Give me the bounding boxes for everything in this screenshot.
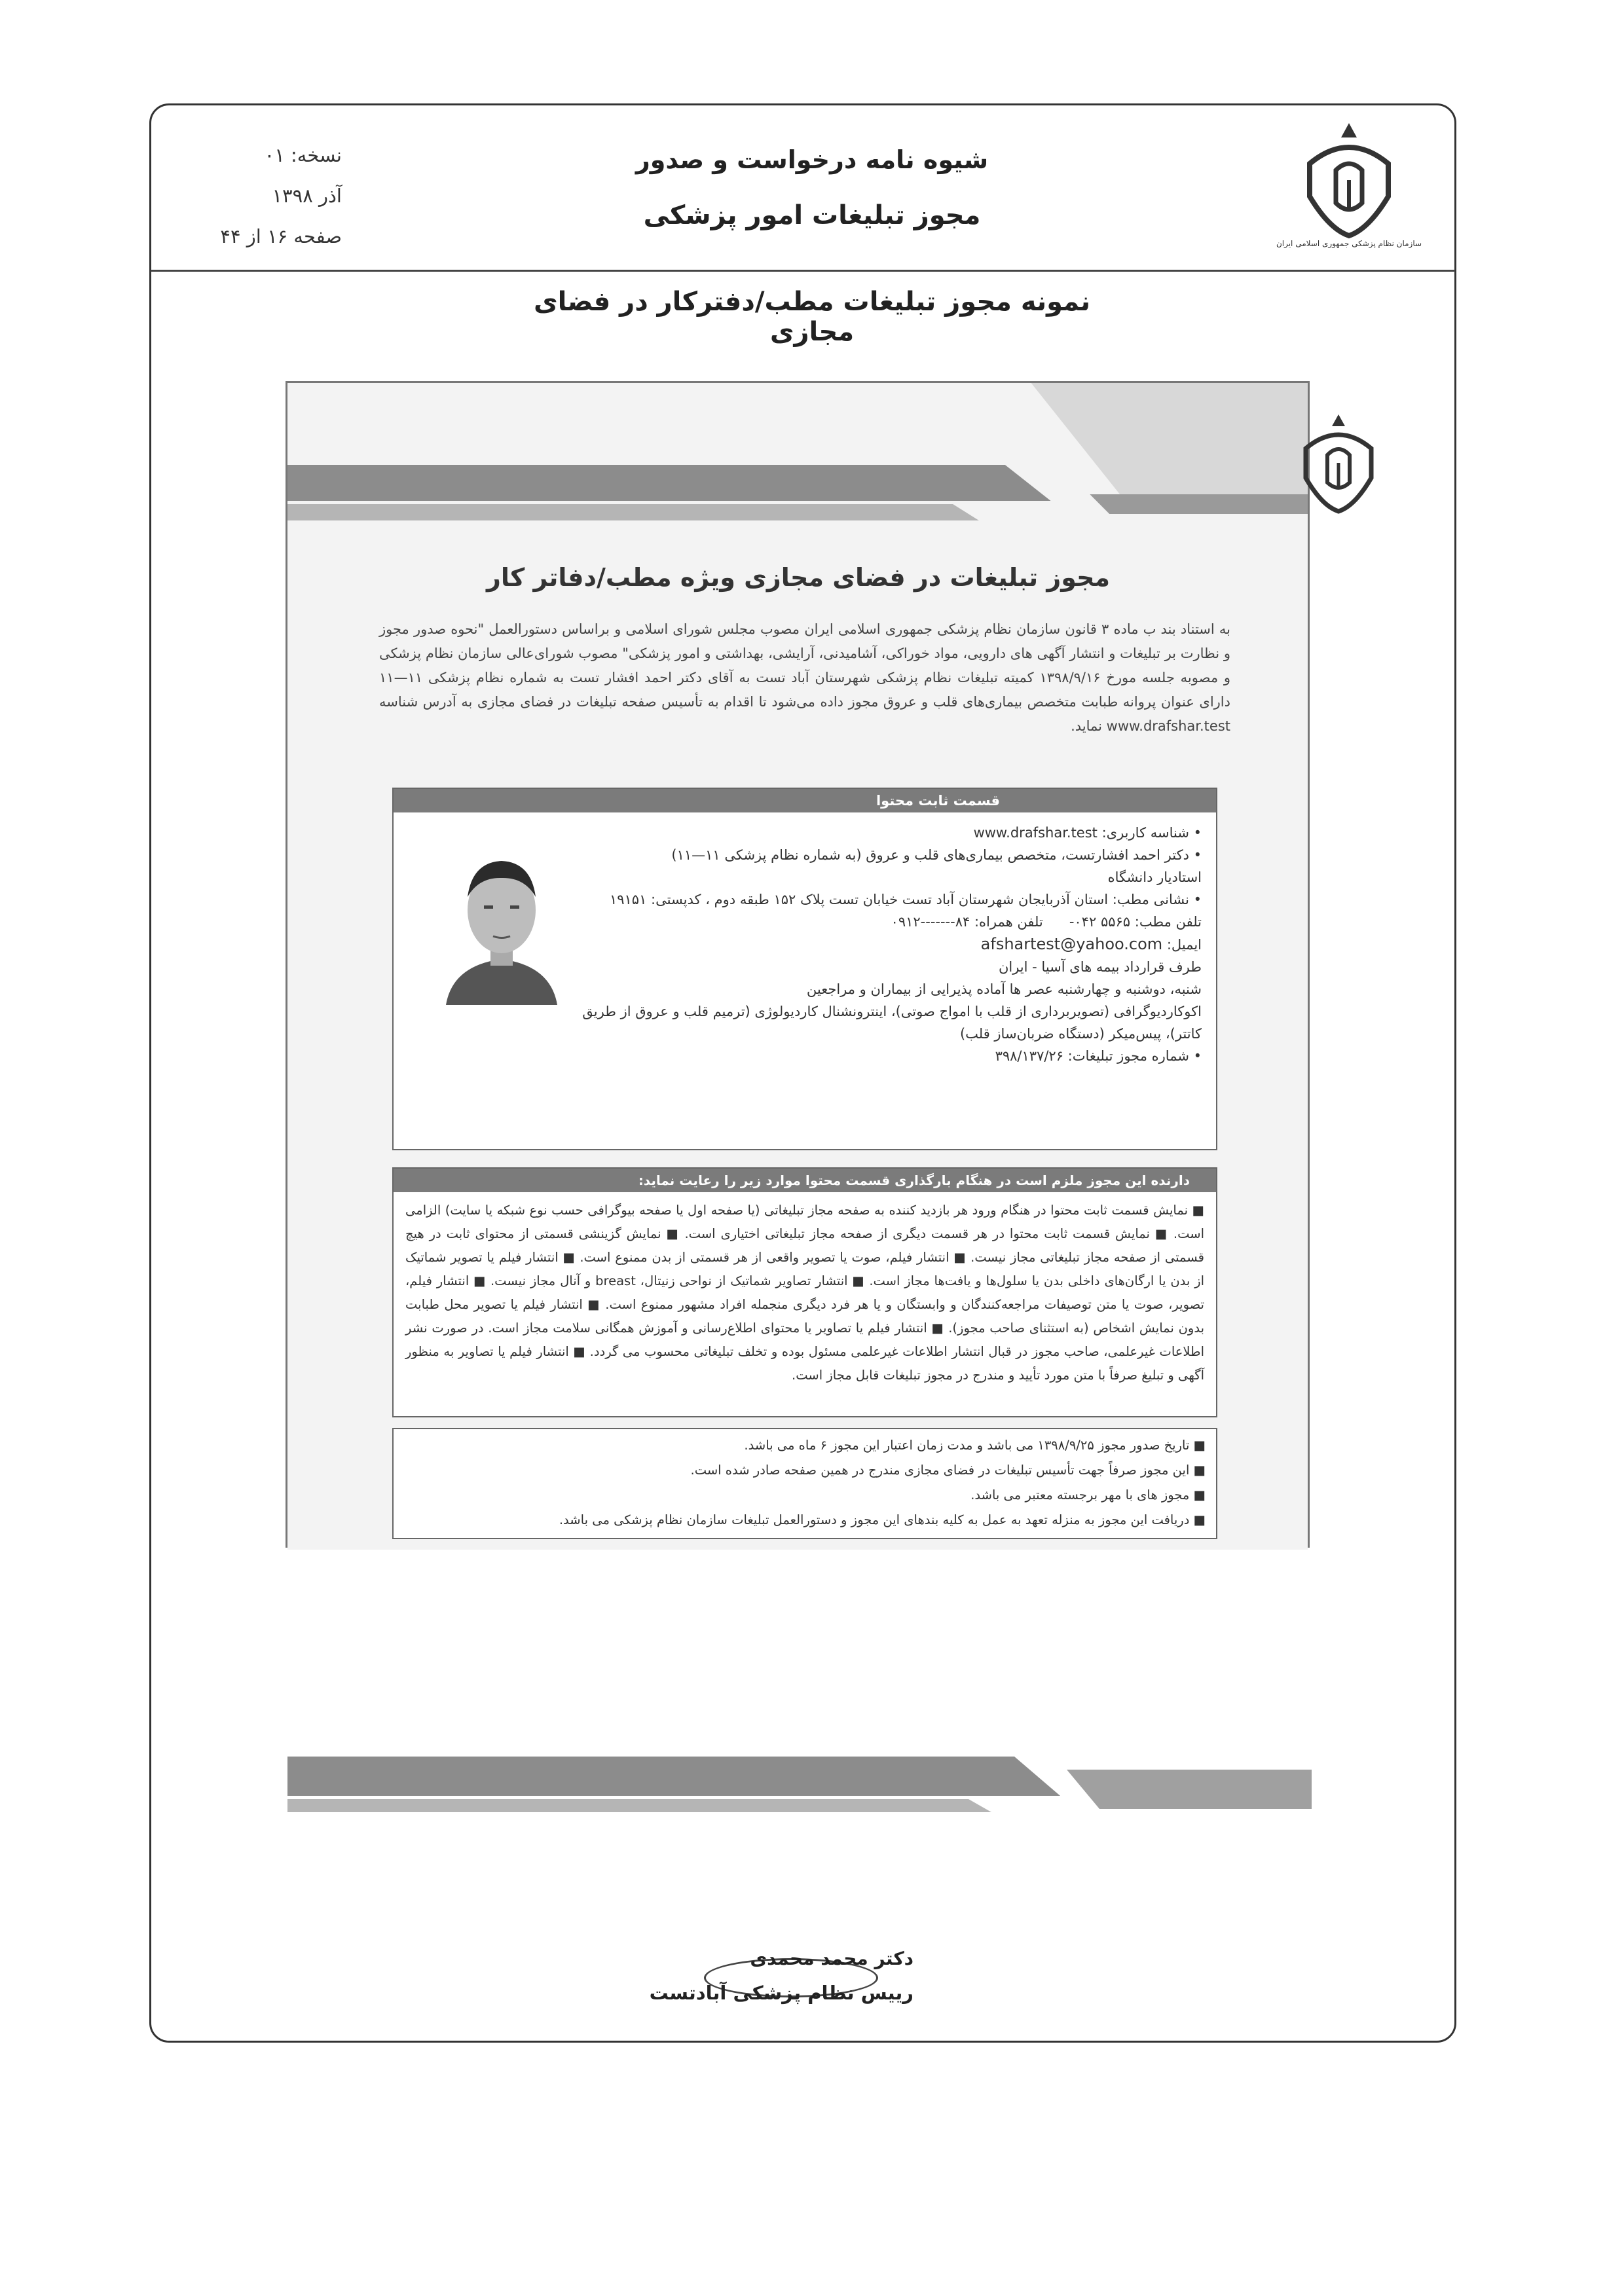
notes-box bbox=[392, 1428, 1217, 1539]
version-label: نسخه: ۰۱ bbox=[264, 144, 342, 166]
svg-text:سازمان نظام پزشکی جمهوری اسلام: سازمان نظام پزشکی جمهوری اسلامی ایران bbox=[1276, 239, 1422, 248]
mobile-phone: تلفن همراه: ۸۴-------۰۹۱۲ bbox=[891, 914, 1043, 930]
certificate-bottom-band bbox=[287, 1730, 1312, 1842]
services-line: اکوکاردیوگرافی (تصویربرداری از قلب با امواج صوتی)، اینترونشنال کاردیولوژی (ترمیم قلب و عروق از طریق کاتتر)، پیس‌میکر (دستگاه ضربان‌ساز قلب) bbox=[582, 1004, 1202, 1042]
email-address: afshartest@yahoo.com bbox=[980, 935, 1163, 953]
phone-row bbox=[547, 911, 1202, 933]
hours-line: شنبه، دوشنبه و چهارشنبه عصر ها آماده پذیرایی از بیماران و مراجعین bbox=[806, 981, 1202, 997]
note-item: ■ تاریخ صدور مجوز ۱۳۹۸/۹/۲۵ می باشد و مدت زمان اعتبار این مجوز ۶ ماه می باشد. bbox=[744, 1438, 1206, 1453]
email-row bbox=[547, 933, 1202, 956]
note-item: ■ این مجوز صرفاً جهت تأسیس تبلیغات در فضای مجازی مندرج در همین صفحه صادر شده است. bbox=[690, 1463, 1206, 1478]
rules-heading: دارنده این مجوز ملزم است در هنگام بارگذاری قسمت محتوا موارد زیر را رعایت نماید: bbox=[394, 1169, 1216, 1192]
email-label: ایمیل: bbox=[1166, 937, 1202, 953]
certificate-title: مجوز تبلیغات در فضای مجازی ویژه مطب/دفاتر کار bbox=[486, 563, 1111, 592]
document-meta bbox=[191, 135, 342, 257]
doctor-line: • دکتر احمد افشارتست، متخصص بیماری‌های قلب و عروق (به شماره نظام پزشکی ۱۱—۱۱) bbox=[671, 847, 1202, 863]
fixed-content-box bbox=[392, 788, 1217, 1150]
certificate-logo-icon bbox=[1289, 409, 1388, 527]
signer-name: دکتر محمد محمدی bbox=[750, 1948, 913, 1969]
rules-box bbox=[392, 1167, 1217, 1417]
fixed-content-heading: قسمت ثابت محتوا bbox=[394, 789, 1216, 812]
signature-block bbox=[649, 1948, 913, 2033]
signer-role: رییس نظام پزشکی آبادتست bbox=[649, 1982, 913, 2004]
fixed-content-details bbox=[547, 822, 1202, 1067]
header-divider bbox=[151, 270, 1455, 272]
rank-line: استادیار دانشگاه bbox=[1107, 869, 1202, 885]
rules-text: ■ نمایش قسمت ثابت محتوا در هنگام ورود هر بازدید کننده به صفحه مجاز تبلیغاتی (یا صفحه اول یا صفحه بیوگرافی حسب نوع شبکه یا سایت) الزامی است. ■ نمایش قسمت ثابت محتوا در هر قسمت دیگری از صفحه مجاز تبلیغاتی اختیاری است. ■ نمایش گزینشی قسمتی از محتوای ثابت در هیچ قسمتی از صفحه مجاز تبلیغاتی مجاز نیست. ■ انتشار فیلم، صوت یا تصویر واقعی از هر قسمتی از بدن ممنوع است. ■ انتشار فیلم یا تصویر شماتیک از بدن یا ارگان‌های داخلی بدن یا سلول‌ها و یافت‌ها مجاز است. ■ انتشار تصاویر شماتیک از نواحی زنیتال، breast و آنال مجاز نیست. ■ انتشار فیلم، تصویر، صوت یا متن توصیفات مراجعه‌کنندگان و وابستگان و یا هر فرد دیگری منجمله افراد مشهور ممنوع است. ■ انتشار فیلم یا تصویر محل طبابت بدون نمایش اشخاص (به استثنای صاحب مجوز). ■ انتشار فیلم یا تصاویر یا محتوای اطلاع‌رسانی و آموزش همگانی سلامت مجاز است. در صورت نشر اطلاعات غیرعلمی، صاحب مجوز در قبال انتشار اطلاعات غیرعلمی مسئول بوده و تخلف تبلیغاتی محسوب می گردد. ■ انتشار فیلم یا تصاویر به منظور آگهی و تبلیغ صرفاً با متن مورد تأیید و مندرج در مجوز تبلیغات قابل مجاز است. bbox=[405, 1203, 1204, 1383]
medical-council-logo-icon bbox=[1276, 118, 1422, 249]
date-label: آذر ۱۳۹۸ bbox=[272, 185, 342, 207]
doctor-photo bbox=[433, 841, 570, 1005]
note-item: ■ دریافت این مجوز به منزله تعهد به عمل به کلیه بندهای این مجوز و دستورالعمل تبلیغات سازمان نظام پزشکی می باشد. bbox=[559, 1512, 1206, 1527]
note-item: ■ مجوز های با مهر برجسته معتبر می باشد. bbox=[970, 1487, 1206, 1503]
username-line: • شناسه کاربری: www.drafshar.test bbox=[973, 825, 1202, 841]
insurance-line: طرف قرارداد بیمه های آسیا - ایران bbox=[998, 959, 1202, 975]
header-title-line2: مجوز تبلیغات امور پزشکی bbox=[643, 200, 981, 230]
office-phone: تلفن مطب: ۵۵۶۵ ۰۴۲- bbox=[1069, 914, 1202, 930]
header-title bbox=[524, 139, 1100, 230]
certificate-intro: به استناد بند ب ماده ۳ قانون سازمان نظام پزشکی جمهوری اسلامی ایران مصوب مجلس شورای اسلامی و براساس دستورالعمل "نحوه صدور مجوز و نظارت بر تبلیغات و انتشار آگهی های دارویی، مواد خوراکی، آشامیدنی، آرایشی، بهداشتی و امور پزشکی" مصوب شورای‌عالی سازمان نظام پزشکی و مصوبه جلسه مورخ ۱۳۹۸/۹/۱۶ کمیته تبلیغات نظام پزشکی شهرستان آباد تست به آقای دکتر احمد افشار تست به شماره نظام پزشکی ۱۱—۱۱ دارای عنوان پروانه طبابت متخصص بیماری‌های قلب و عروق مجوز داده می‌شود تا اقدام به تأسیس صفحه تبلیغات در فضای مجازی به آدرس شناسه www.drafshar.test نماید. bbox=[379, 621, 1230, 734]
license-number-line: • شماره مجوز تبلیغات: ۳۹۸/۱۳۷/۲۶ bbox=[995, 1048, 1202, 1064]
page-number: صفحه ۱۶ از ۴۴ bbox=[220, 225, 342, 247]
document-subtitle: نمونه مجوز تبلیغات مطب/دفترکار در فضای مجازی bbox=[533, 287, 1091, 347]
address-line: • نشانی مطب: استان آذربایجان شهرستان آباد تست خیابان تست پلاک ۱۵۲ طبقه دوم ، کدپستی: ۱۹۱۵۱ bbox=[609, 892, 1202, 907]
header-title-line1: شیوه نامه درخواست و صدور bbox=[635, 145, 989, 174]
certificate-sample bbox=[286, 381, 1310, 2004]
